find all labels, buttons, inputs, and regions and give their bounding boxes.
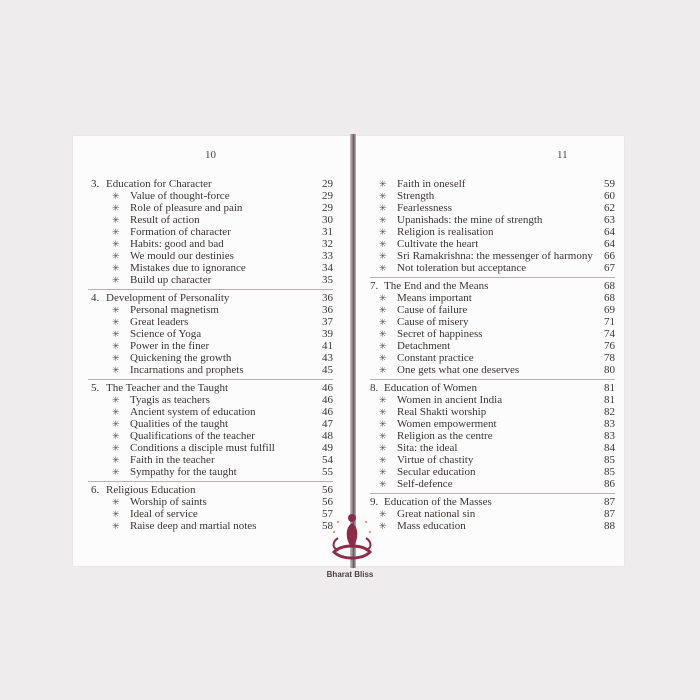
bullet-icon: ✳ <box>112 317 120 327</box>
toc-right <box>370 178 615 532</box>
toc-item <box>88 508 333 520</box>
bullet-icon: ✳ <box>112 395 120 405</box>
logo-dot <box>365 521 367 523</box>
toc-item-page: 32 <box>322 238 333 250</box>
chapter-heading <box>88 484 333 496</box>
bullet-icon: ✳ <box>379 509 387 519</box>
toc-item-title: Ancient system of education <box>130 406 256 418</box>
toc-item <box>370 430 615 442</box>
toc-item-page: 84 <box>604 442 615 454</box>
bullet-icon: ✳ <box>112 353 120 363</box>
bullet-icon: ✳ <box>379 365 387 375</box>
bullet-icon: ✳ <box>112 467 120 477</box>
toc-item-page: 67 <box>604 262 615 274</box>
open-book <box>73 136 624 566</box>
toc-chapter <box>370 277 615 376</box>
toc-item-page: 83 <box>604 418 615 430</box>
toc-item <box>88 190 333 202</box>
toc-item-page: 82 <box>604 406 615 418</box>
toc-item-page: 35 <box>322 274 333 286</box>
toc-item <box>370 394 615 406</box>
bullet-icon: ✳ <box>112 521 120 531</box>
toc-item-title: Secret of happiness <box>397 328 483 340</box>
toc-item <box>88 364 333 376</box>
toc-item <box>88 328 333 340</box>
toc-item-title: Personal magnetism <box>130 304 219 316</box>
toc-item-page: 30 <box>322 214 333 226</box>
toc-item <box>88 274 333 286</box>
chapter-heading <box>88 292 333 304</box>
toc-item-title: Qualities of the taught <box>130 418 229 430</box>
chapter-page: 36 <box>322 292 333 304</box>
toc-item-page: 34 <box>322 262 333 274</box>
bullet-icon: ✳ <box>112 341 120 351</box>
toc-item-title: Sita: the ideal <box>397 442 458 454</box>
chapter-page: 29 <box>322 178 333 190</box>
toc-item <box>370 364 615 376</box>
toc-item-title: Conditions a disciple must fulfill <box>130 442 275 454</box>
toc-item-page: 36 <box>322 304 333 316</box>
chapter-number: 6. <box>91 484 100 496</box>
toc-item-title: Worship of saints <box>130 496 207 508</box>
toc-item-page: 76 <box>604 340 615 352</box>
toc-item-page: 80 <box>604 364 615 376</box>
chapter-heading <box>370 382 615 394</box>
toc-chapter <box>88 481 333 532</box>
bullet-icon: ✳ <box>379 353 387 363</box>
toc-item-page: 41 <box>322 340 333 352</box>
toc-item <box>88 466 333 478</box>
toc-item-page: 39 <box>322 328 333 340</box>
chapter-number: 7. <box>370 280 379 292</box>
toc-item <box>370 214 615 226</box>
toc-item <box>370 262 615 274</box>
toc-item-page: 64 <box>604 238 615 250</box>
chapter-title: Education for Character <box>106 178 212 190</box>
right-page <box>355 136 624 566</box>
bullet-icon: ✳ <box>112 497 120 507</box>
watermark-label: Bharat Bliss <box>326 570 374 579</box>
toc-item <box>88 430 333 442</box>
bullet-icon: ✳ <box>112 419 120 429</box>
toc-item <box>88 418 333 430</box>
toc-item <box>88 442 333 454</box>
toc-item-title: Habits: good and bad <box>130 238 224 250</box>
bullet-icon: ✳ <box>112 275 120 285</box>
chapter-page: 87 <box>604 496 615 508</box>
toc-item <box>88 352 333 364</box>
toc-item <box>370 328 615 340</box>
page-number: 11 <box>557 149 568 161</box>
toc-item <box>370 508 615 520</box>
toc-item-title: Means important <box>397 292 472 304</box>
toc-item-page: 57 <box>322 508 333 520</box>
toc-item <box>88 262 333 274</box>
bullet-icon: ✳ <box>112 191 120 201</box>
toc-chapter <box>88 379 333 478</box>
toc-item-page: 56 <box>322 496 333 508</box>
toc-item <box>370 238 615 250</box>
chapter-number: 5. <box>91 382 100 394</box>
toc-item <box>88 496 333 508</box>
chapter-page: 46 <box>322 382 333 394</box>
bullet-icon: ✳ <box>112 365 120 375</box>
toc-item-title: Science of Yoga <box>130 328 202 340</box>
toc-item-page: 85 <box>604 466 615 478</box>
chapter-title: Education of the Masses <box>384 496 492 508</box>
toc-item-page: 31 <box>322 226 333 238</box>
toc-item-title: Incarnations and prophets <box>130 364 244 376</box>
toc-item <box>370 292 615 304</box>
toc-item-page: 69 <box>604 304 615 316</box>
toc-item-page: 68 <box>604 292 615 304</box>
toc-item <box>370 418 615 430</box>
toc-item <box>88 340 333 352</box>
toc-item <box>370 454 615 466</box>
bullet-icon: ✳ <box>379 179 387 189</box>
toc-item-title: Religion as the centre <box>397 430 493 442</box>
toc-item-page: 81 <box>604 394 615 406</box>
bullet-icon: ✳ <box>379 341 387 351</box>
toc-item-title: Build up character <box>130 274 212 286</box>
toc-item-page: 60 <box>604 190 615 202</box>
toc-item <box>88 316 333 328</box>
toc-item-page: 63 <box>604 214 615 226</box>
toc-item-page: 49 <box>322 442 333 454</box>
toc-item-page: 54 <box>322 454 333 466</box>
toc-item-page: 46 <box>322 406 333 418</box>
toc-item <box>370 478 615 490</box>
toc-item-title: Cultivate the heart <box>397 238 479 250</box>
toc-chapter <box>88 178 333 286</box>
bullet-icon: ✳ <box>379 329 387 339</box>
toc-item-title: Great leaders <box>130 316 189 328</box>
toc-item <box>88 214 333 226</box>
bullet-icon: ✳ <box>112 455 120 465</box>
toc-item-page: 71 <box>604 316 615 328</box>
chapter-number: 3. <box>91 178 100 190</box>
toc-item <box>88 454 333 466</box>
toc-item-title: Secular education <box>397 466 476 478</box>
toc-item <box>370 190 615 202</box>
toc-chapter <box>370 493 615 532</box>
toc-item-page: 46 <box>322 394 333 406</box>
bullet-icon: ✳ <box>112 203 120 213</box>
bullet-icon: ✳ <box>379 293 387 303</box>
toc-item-page: 62 <box>604 202 615 214</box>
bullet-icon: ✳ <box>379 443 387 453</box>
page-number: 10 <box>205 149 216 161</box>
toc-item-page: 48 <box>322 430 333 442</box>
toc-item-page: 43 <box>322 352 333 364</box>
chapter-number: 8. <box>370 382 379 394</box>
toc-item-title: Detachment <box>397 340 451 352</box>
toc-item-page: 83 <box>604 430 615 442</box>
bullet-icon: ✳ <box>379 251 387 261</box>
chapter-title: Development of Personality <box>106 292 230 304</box>
chapter-page: 56 <box>322 484 333 496</box>
logo-head <box>348 514 356 522</box>
toc-item-title: Virtue of chastity <box>397 454 474 466</box>
bullet-icon: ✳ <box>379 395 387 405</box>
toc-item-title: Great national sin <box>397 508 476 520</box>
toc-item-page: 85 <box>604 454 615 466</box>
bullet-icon: ✳ <box>379 407 387 417</box>
toc-item-page: 64 <box>604 226 615 238</box>
logo-body <box>347 523 358 548</box>
toc-item-title: Mistakes due to ignorance <box>130 262 246 274</box>
bullet-icon: ✳ <box>379 317 387 327</box>
toc-item <box>88 202 333 214</box>
toc-item-page: 47 <box>322 418 333 430</box>
bullet-icon: ✳ <box>112 263 120 273</box>
bullet-icon: ✳ <box>112 443 120 453</box>
bullet-icon: ✳ <box>112 227 120 237</box>
bullet-icon: ✳ <box>112 215 120 225</box>
toc-item-title: Self-defence <box>397 478 453 490</box>
chapter-page: 68 <box>604 280 615 292</box>
toc-item-title: Religion is realisation <box>397 226 494 238</box>
bullet-icon: ✳ <box>112 329 120 339</box>
toc-item <box>370 520 615 532</box>
bullet-icon: ✳ <box>379 479 387 489</box>
bullet-icon: ✳ <box>112 431 120 441</box>
chapter-heading <box>370 280 615 292</box>
toc-item-title: Strength <box>397 190 435 202</box>
bullet-icon: ✳ <box>379 239 387 249</box>
toc-item-title: Cause of failure <box>397 304 468 316</box>
bullet-icon: ✳ <box>379 467 387 477</box>
toc-item-page: 86 <box>604 478 615 490</box>
toc-item-title: Not toleration but acceptance <box>397 262 527 274</box>
toc-item-title: Ideal of service <box>130 508 198 520</box>
toc-item-title: Sympathy for the taught <box>130 466 237 478</box>
toc-item-title: Faith in oneself <box>397 178 466 190</box>
toc-item <box>370 178 615 190</box>
toc-item-page: 33 <box>322 250 333 262</box>
toc-item-page: 66 <box>604 250 615 262</box>
chapter-number: 9. <box>370 496 379 508</box>
toc-item <box>370 340 615 352</box>
toc-item-page: 88 <box>604 520 615 532</box>
chapter-title: Religious Education <box>106 484 196 496</box>
bullet-icon: ✳ <box>112 239 120 249</box>
toc-item-title: Women empowerment <box>397 418 497 430</box>
toc-item <box>370 202 615 214</box>
chapter-title: The End and the Means <box>384 280 489 292</box>
toc-item <box>370 316 615 328</box>
toc-item-title: Result of action <box>130 214 200 226</box>
bullet-icon: ✳ <box>379 203 387 213</box>
bullet-icon: ✳ <box>379 305 387 315</box>
bullet-icon: ✳ <box>112 251 120 261</box>
toc-item-title: Upanishads: the mine of strength <box>397 214 543 226</box>
chapter-page: 81 <box>604 382 615 394</box>
toc-item-page: 37 <box>322 316 333 328</box>
logo-dot <box>333 531 335 533</box>
toc-item-page: 45 <box>322 364 333 376</box>
toc-item-page: 87 <box>604 508 615 520</box>
toc-item <box>370 466 615 478</box>
toc-item <box>370 250 615 262</box>
bullet-icon: ✳ <box>112 305 120 315</box>
toc-item-title: Quickening the growth <box>130 352 232 364</box>
toc-item-title: Real Shakti worship <box>397 406 487 418</box>
chapter-number: 4. <box>91 292 100 304</box>
toc-item-title: Raise deep and martial notes <box>130 520 257 532</box>
toc-item-page: 29 <box>322 190 333 202</box>
toc-item-title: Qualifications of the teacher <box>130 430 255 442</box>
toc-item-title: Tyagis as teachers <box>130 394 210 406</box>
toc-continued <box>370 178 615 274</box>
toc-item <box>370 352 615 364</box>
bullet-icon: ✳ <box>379 521 387 531</box>
toc-chapter <box>88 289 333 376</box>
chapter-title: The Teacher and the Taught <box>106 382 229 394</box>
toc-item-title: Faith in the teacher <box>130 454 215 466</box>
toc-item-title: Value of thought-force <box>130 190 230 202</box>
toc-item <box>88 226 333 238</box>
toc-item-title: Role of pleasure and pain <box>130 202 243 214</box>
toc-item-title: Formation of character <box>130 226 231 238</box>
toc-item-title: Cause of misery <box>397 316 469 328</box>
bullet-icon: ✳ <box>379 263 387 273</box>
bullet-icon: ✳ <box>379 191 387 201</box>
toc-item <box>88 394 333 406</box>
toc-chapter <box>370 379 615 490</box>
bullet-icon: ✳ <box>379 227 387 237</box>
bullet-icon: ✳ <box>379 215 387 225</box>
toc-item-title: Mass education <box>397 520 466 532</box>
left-page <box>73 136 353 566</box>
bullet-icon: ✳ <box>112 407 120 417</box>
toc-item-title: One gets what one deserves <box>397 364 520 376</box>
toc-item-page: 74 <box>604 328 615 340</box>
toc-item-title: Sri Ramakrishna: the messenger of harmony <box>397 250 593 262</box>
bullet-icon: ✳ <box>112 509 120 519</box>
toc-item-page: 55 <box>322 466 333 478</box>
toc-item <box>88 250 333 262</box>
toc-item <box>88 238 333 250</box>
toc-item-title: Fearlessness <box>397 202 452 214</box>
bullet-icon: ✳ <box>379 419 387 429</box>
toc-item-page: 59 <box>604 178 615 190</box>
bullet-icon: ✳ <box>379 455 387 465</box>
toc-left <box>88 178 333 532</box>
toc-item-title: Women in ancient India <box>397 394 503 406</box>
toc-item-page: 78 <box>604 352 615 364</box>
toc-item <box>370 442 615 454</box>
toc-item <box>88 520 333 532</box>
toc-item <box>88 406 333 418</box>
toc-item-title: Power in the finer <box>130 340 210 352</box>
chapter-heading <box>88 382 333 394</box>
toc-item <box>370 406 615 418</box>
logo-dot <box>369 531 371 533</box>
chapter-heading <box>88 178 333 190</box>
bullet-icon: ✳ <box>379 431 387 441</box>
chapter-title: Education of Women <box>384 382 478 394</box>
toc-item-title: Constant practice <box>397 352 474 364</box>
toc-item-title: We mould our destinies <box>130 250 234 262</box>
chapter-heading <box>370 496 615 508</box>
logo-dot <box>337 521 339 523</box>
toc-item-page: 29 <box>322 202 333 214</box>
toc-item-page: 58 <box>322 520 333 532</box>
toc-item <box>88 304 333 316</box>
toc-item <box>370 304 615 316</box>
toc-item <box>370 226 615 238</box>
